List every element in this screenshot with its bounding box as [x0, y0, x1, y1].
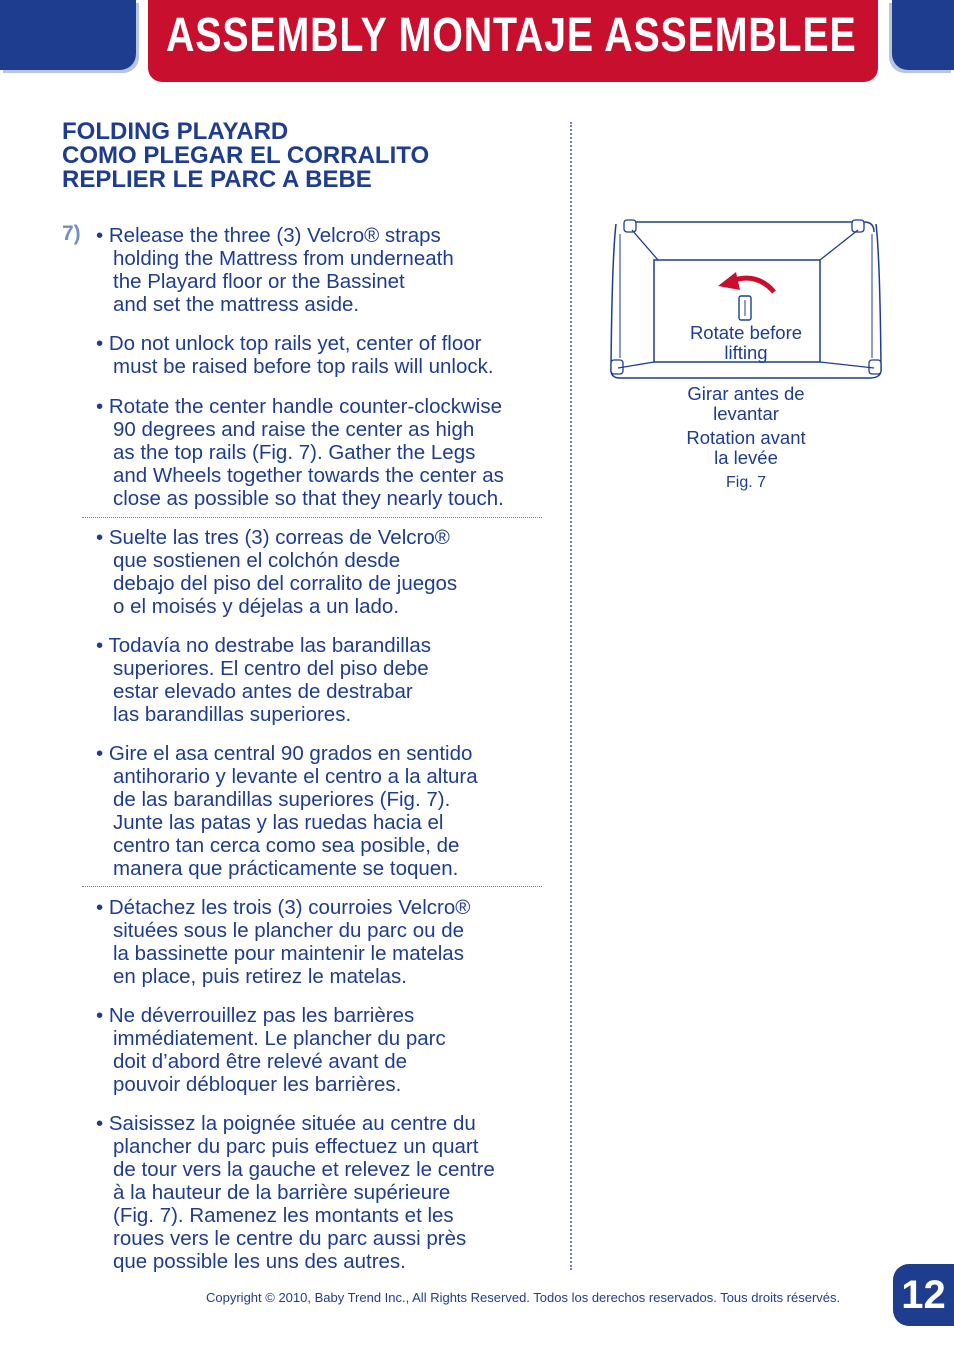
instruction-line: must be raised before top rails will unlock.	[113, 355, 494, 378]
instruction-line: as the top rails (Fig. 7). Gather the Legs	[113, 441, 476, 464]
instruction-line: holding the Mattress from underneath	[113, 247, 454, 270]
french-instruction-3	[96, 1112, 566, 1273]
figure-caption-spanish: Girar antes de levantar	[687, 383, 805, 424]
divider-spanish-french	[82, 886, 542, 887]
english-instruction-1	[96, 224, 566, 316]
instruction-line: à la hauteur de la barrière supérieure	[113, 1181, 451, 1204]
instruction-first-line: • Do not unlock top rails yet, center of floor	[96, 332, 482, 355]
instruction-line: la bassinette pour maintenir le matelas	[113, 942, 464, 965]
title-banner	[148, 0, 878, 82]
instruction-first-line: • Rotate the center handle counter-clockwise	[96, 395, 503, 418]
page-number: 12	[893, 1264, 954, 1326]
english-instruction-3	[96, 395, 566, 510]
instruction-line: 90 degrees and raise the center as high	[113, 418, 475, 441]
instruction-first-line: • Gire el asa central 90 grados en sentido	[96, 742, 473, 765]
step-number: 7)	[62, 222, 81, 245]
figure-label: Fig. 7	[725, 474, 766, 491]
heading-spanish: COMO PLEGAR EL CORRALITO	[62, 142, 430, 169]
instruction-line: centro tan cerca como sea posible, de	[113, 834, 460, 857]
instruction-line: the Playard floor or the Bassinet	[113, 270, 405, 293]
figure-caption-english: Rotate before lifting	[689, 322, 803, 363]
instruction-line: en place, puis retirez le matelas.	[113, 965, 407, 988]
instruction-line: close as possible so that they nearly touch.	[113, 487, 504, 510]
instruction-line: superiores. El centro del piso debe	[113, 657, 429, 680]
heading-english: FOLDING PLAYARD	[62, 118, 289, 145]
instruction-first-line: • Ne déverrouillez pas les barrières	[96, 1004, 415, 1027]
instruction-line: las barandillas superiores.	[113, 703, 352, 726]
french-instruction-1	[96, 896, 566, 988]
header-tab-left	[0, 0, 136, 70]
instruction-line: de las barandillas superiores (Fig. 7).	[113, 788, 451, 811]
instruction-line: de tour vers la gauche et relevez le centre	[113, 1158, 495, 1181]
heading-french: REPLIER LE PARC A BEBE	[62, 166, 372, 193]
instruction-line: situées sous le plancher du parc ou de	[113, 919, 465, 942]
instruction-line: pouvoir débloquer les barrières.	[113, 1073, 402, 1096]
spanish-instruction-1	[96, 526, 566, 618]
instruction-line: debajo del piso del corralito de juegos	[113, 572, 458, 595]
spanish-instruction-3	[96, 742, 566, 880]
instruction-line: que possible les uns des autres.	[113, 1250, 406, 1273]
page-title: ASSEMBLY MONTAJE ASSEMBLEE	[166, 9, 857, 62]
instruction-line: plancher du parc puis effectuez un quart	[113, 1135, 479, 1158]
instruction-line: roues vers le centre du parc aussi près	[113, 1227, 467, 1250]
instruction-line: o el moisés y déjelas a un lado.	[113, 595, 400, 618]
instruction-line: estar elevado antes de destrabar	[113, 680, 413, 703]
instruction-line: antihorario y levante el centro a la altura	[113, 765, 478, 788]
figure-caption-french: Rotation avant la levée	[686, 427, 806, 468]
instruction-first-line: • Suelte las tres (3) correas de Velcro®	[96, 526, 450, 549]
instruction-line: Junte las patas y las ruedas hacia el	[113, 811, 444, 834]
instruction-first-line: • Saisissez la poignée située au centre du	[96, 1112, 476, 1135]
divider-english-spanish	[82, 517, 542, 518]
instruction-line: manera que prácticamente se toquen.	[113, 857, 459, 880]
instruction-line: doit d’abord être relevé avant de	[113, 1050, 408, 1073]
instruction-first-line: • Release the three (3) Velcro® straps	[96, 224, 441, 247]
instruction-line: que sostienen el colchón desde	[113, 549, 401, 572]
french-instruction-2	[96, 1004, 566, 1096]
instruction-line: (Fig. 7). Ramenez les montants et les	[113, 1204, 454, 1227]
instruction-first-line: • Todavía no destrabe las barandillas	[96, 634, 432, 657]
spanish-instruction-2	[96, 634, 566, 726]
copyright-text: Copyright © 2010, Baby Trend Inc., All Rights Reserved. Todos los derechos reservados. Tous droits réservés.	[206, 1290, 841, 1305]
instruction-line: immédiatement. Le plancher du parc	[113, 1027, 446, 1050]
instruction-line: and Wheels together towards the center as	[113, 464, 504, 487]
english-instruction-2	[96, 332, 566, 378]
section-heading	[62, 120, 429, 192]
header-tab-right	[892, 0, 954, 70]
instruction-line: and set the mattress aside.	[113, 293, 360, 316]
instruction-first-line: • Détachez les trois (3) courroies Velcro®	[96, 896, 471, 919]
column-divider	[570, 122, 572, 1270]
